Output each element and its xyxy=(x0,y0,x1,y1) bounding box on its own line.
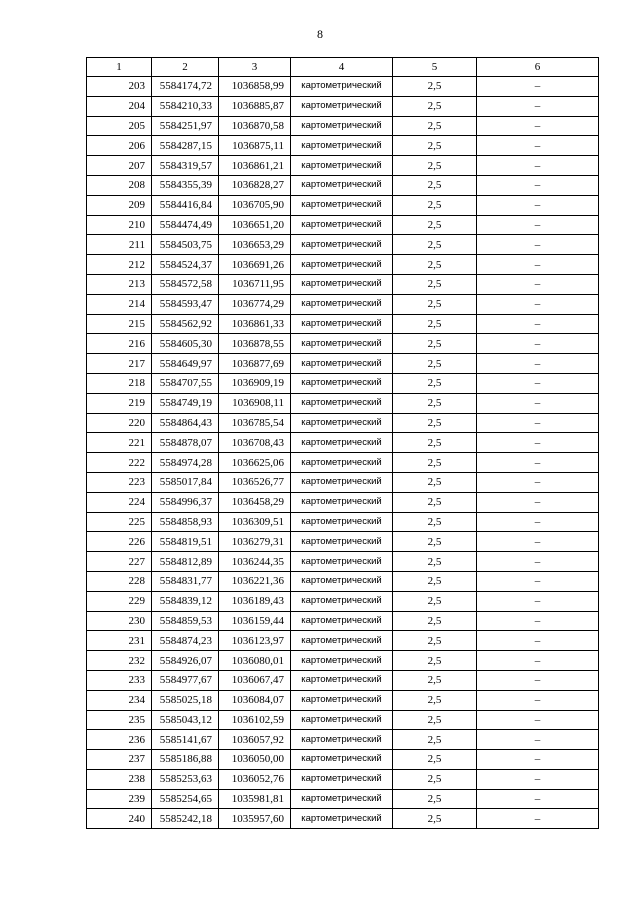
method-cell: картометрический xyxy=(291,571,393,591)
point-number-cell: 226 xyxy=(87,532,152,552)
y-coordinate-cell: 1036651,20 xyxy=(219,215,291,235)
method-cell: картометрический xyxy=(291,215,393,235)
description-cell: – xyxy=(477,255,599,275)
description-cell: – xyxy=(477,809,599,829)
x-coordinate-cell: 5584859,53 xyxy=(152,611,219,631)
description-cell: – xyxy=(477,294,599,314)
x-coordinate-cell: 5584593,47 xyxy=(152,294,219,314)
point-number-cell: 227 xyxy=(87,552,152,572)
description-cell: – xyxy=(477,631,599,651)
description-cell: – xyxy=(477,710,599,730)
x-coordinate-cell: 5584572,58 xyxy=(152,274,219,294)
point-number-cell: 204 xyxy=(87,96,152,116)
accuracy-cell: 2,5 xyxy=(393,611,477,631)
table-row xyxy=(87,690,599,710)
y-coordinate-cell: 1036878,55 xyxy=(219,334,291,354)
description-cell: – xyxy=(477,670,599,690)
point-number-cell: 232 xyxy=(87,651,152,671)
table-row xyxy=(87,96,599,116)
table-row xyxy=(87,413,599,433)
method-cell: картометрический xyxy=(291,472,393,492)
table-row xyxy=(87,571,599,591)
column-header: 2 xyxy=(152,58,219,77)
x-coordinate-cell: 5584878,07 xyxy=(152,433,219,453)
point-number-cell: 222 xyxy=(87,453,152,473)
accuracy-cell: 2,5 xyxy=(393,136,477,156)
method-cell: картометрический xyxy=(291,591,393,611)
x-coordinate-cell: 5584649,97 xyxy=(152,354,219,374)
page-number: 8 xyxy=(317,27,323,41)
description-cell: – xyxy=(477,235,599,255)
table-row xyxy=(87,175,599,195)
y-coordinate-cell: 1036123,97 xyxy=(219,631,291,651)
description-cell: – xyxy=(477,730,599,750)
point-number-cell: 238 xyxy=(87,769,152,789)
point-number-cell: 208 xyxy=(87,175,152,195)
point-number-cell: 214 xyxy=(87,294,152,314)
accuracy-cell: 2,5 xyxy=(393,512,477,532)
accuracy-cell: 2,5 xyxy=(393,116,477,136)
point-number-cell: 205 xyxy=(87,116,152,136)
method-cell: картометрический xyxy=(291,552,393,572)
description-cell: – xyxy=(477,512,599,532)
accuracy-cell: 2,5 xyxy=(393,730,477,750)
y-coordinate-cell: 1036909,19 xyxy=(219,373,291,393)
table-row xyxy=(87,235,599,255)
method-cell: картометрический xyxy=(291,809,393,829)
method-cell: картометрический xyxy=(291,730,393,750)
x-coordinate-cell: 5584874,23 xyxy=(152,631,219,651)
method-cell: картометрический xyxy=(291,294,393,314)
y-coordinate-cell: 1036625,06 xyxy=(219,453,291,473)
y-coordinate-cell: 1036159,44 xyxy=(219,611,291,631)
method-cell: картометрический xyxy=(291,354,393,374)
method-cell: картометрический xyxy=(291,96,393,116)
y-coordinate-cell: 1036705,90 xyxy=(219,195,291,215)
y-coordinate-cell: 1036708,43 xyxy=(219,433,291,453)
method-cell: картометрический xyxy=(291,789,393,809)
table-row xyxy=(87,195,599,215)
table-row xyxy=(87,809,599,829)
point-number-cell: 219 xyxy=(87,393,152,413)
y-coordinate-cell: 1036102,59 xyxy=(219,710,291,730)
x-coordinate-cell: 5584251,97 xyxy=(152,116,219,136)
description-cell: – xyxy=(477,611,599,631)
method-cell: картометрический xyxy=(291,710,393,730)
point-number-cell: 207 xyxy=(87,156,152,176)
method-cell: картометрический xyxy=(291,175,393,195)
x-coordinate-cell: 5584749,19 xyxy=(152,393,219,413)
point-number-cell: 221 xyxy=(87,433,152,453)
table-row xyxy=(87,314,599,334)
description-cell: – xyxy=(477,453,599,473)
point-number-cell: 220 xyxy=(87,413,152,433)
table-row xyxy=(87,393,599,413)
column-header: 1 xyxy=(87,58,152,77)
method-cell: картометрический xyxy=(291,235,393,255)
y-coordinate-cell: 1035981,81 xyxy=(219,789,291,809)
y-coordinate-cell: 1036244,35 xyxy=(219,552,291,572)
y-coordinate-cell: 1036711,95 xyxy=(219,274,291,294)
x-coordinate-cell: 5584174,72 xyxy=(152,77,219,97)
description-cell: – xyxy=(477,136,599,156)
method-cell: картометрический xyxy=(291,116,393,136)
accuracy-cell: 2,5 xyxy=(393,571,477,591)
description-cell: – xyxy=(477,373,599,393)
x-coordinate-cell: 5584977,67 xyxy=(152,670,219,690)
accuracy-cell: 2,5 xyxy=(393,710,477,730)
description-cell: – xyxy=(477,413,599,433)
x-coordinate-cell: 5585186,88 xyxy=(152,750,219,770)
x-coordinate-cell: 5584210,33 xyxy=(152,96,219,116)
accuracy-cell: 2,5 xyxy=(393,274,477,294)
description-cell: – xyxy=(477,274,599,294)
point-number-cell: 210 xyxy=(87,215,152,235)
table-row xyxy=(87,532,599,552)
description-cell: – xyxy=(477,552,599,572)
y-coordinate-cell: 1036861,33 xyxy=(219,314,291,334)
accuracy-cell: 2,5 xyxy=(393,472,477,492)
accuracy-cell: 2,5 xyxy=(393,670,477,690)
description-cell: – xyxy=(477,472,599,492)
x-coordinate-cell: 5584864,43 xyxy=(152,413,219,433)
table-row xyxy=(87,591,599,611)
y-coordinate-cell: 1036526,77 xyxy=(219,472,291,492)
accuracy-cell: 2,5 xyxy=(393,294,477,314)
table-row xyxy=(87,670,599,690)
description-cell: – xyxy=(477,314,599,334)
table-row xyxy=(87,215,599,235)
accuracy-cell: 2,5 xyxy=(393,492,477,512)
accuracy-cell: 2,5 xyxy=(393,255,477,275)
table-row xyxy=(87,274,599,294)
table-row xyxy=(87,730,599,750)
accuracy-cell: 2,5 xyxy=(393,354,477,374)
table-row xyxy=(87,631,599,651)
method-cell: картометрический xyxy=(291,373,393,393)
table-row xyxy=(87,512,599,532)
x-coordinate-cell: 5584831,77 xyxy=(152,571,219,591)
description-cell: – xyxy=(477,789,599,809)
table-row xyxy=(87,472,599,492)
accuracy-cell: 2,5 xyxy=(393,552,477,572)
point-number-cell: 209 xyxy=(87,195,152,215)
accuracy-cell: 2,5 xyxy=(393,195,477,215)
point-number-cell: 215 xyxy=(87,314,152,334)
method-cell: картометрический xyxy=(291,274,393,294)
description-cell: – xyxy=(477,96,599,116)
description-cell: – xyxy=(477,156,599,176)
accuracy-cell: 2,5 xyxy=(393,314,477,334)
table-row xyxy=(87,769,599,789)
description-cell: – xyxy=(477,769,599,789)
table-row xyxy=(87,453,599,473)
table-row xyxy=(87,789,599,809)
accuracy-cell: 2,5 xyxy=(393,413,477,433)
point-number-cell: 212 xyxy=(87,255,152,275)
point-number-cell: 203 xyxy=(87,77,152,97)
point-number-cell: 236 xyxy=(87,730,152,750)
method-cell: картометрический xyxy=(291,690,393,710)
x-coordinate-cell: 5584707,55 xyxy=(152,373,219,393)
point-number-cell: 240 xyxy=(87,809,152,829)
y-coordinate-cell: 1036908,11 xyxy=(219,393,291,413)
x-coordinate-cell: 5584996,37 xyxy=(152,492,219,512)
table-row xyxy=(87,710,599,730)
table-header-row xyxy=(87,58,599,77)
table-row xyxy=(87,294,599,314)
accuracy-cell: 2,5 xyxy=(393,373,477,393)
table-row xyxy=(87,116,599,136)
y-coordinate-cell: 1036084,07 xyxy=(219,690,291,710)
method-cell: картометрический xyxy=(291,433,393,453)
accuracy-cell: 2,5 xyxy=(393,96,477,116)
description-cell: – xyxy=(477,433,599,453)
method-cell: картометрический xyxy=(291,453,393,473)
point-number-cell: 230 xyxy=(87,611,152,631)
y-coordinate-cell: 1035957,60 xyxy=(219,809,291,829)
y-coordinate-cell: 1036080,01 xyxy=(219,651,291,671)
accuracy-cell: 2,5 xyxy=(393,690,477,710)
method-cell: картометрический xyxy=(291,532,393,552)
x-coordinate-cell: 5584926,07 xyxy=(152,651,219,671)
y-coordinate-cell: 1036877,69 xyxy=(219,354,291,374)
table-row xyxy=(87,156,599,176)
point-number-cell: 229 xyxy=(87,591,152,611)
y-coordinate-cell: 1036309,51 xyxy=(219,512,291,532)
method-cell: картометрический xyxy=(291,631,393,651)
point-number-cell: 237 xyxy=(87,750,152,770)
point-number-cell: 235 xyxy=(87,710,152,730)
accuracy-cell: 2,5 xyxy=(393,215,477,235)
y-coordinate-cell: 1036279,31 xyxy=(219,532,291,552)
point-number-cell: 216 xyxy=(87,334,152,354)
description-cell: – xyxy=(477,750,599,770)
column-header: 5 xyxy=(393,58,477,77)
x-coordinate-cell: 5584812,89 xyxy=(152,552,219,572)
table-row xyxy=(87,651,599,671)
accuracy-cell: 2,5 xyxy=(393,789,477,809)
x-coordinate-cell: 5584503,75 xyxy=(152,235,219,255)
y-coordinate-cell: 1036861,21 xyxy=(219,156,291,176)
point-number-cell: 211 xyxy=(87,235,152,255)
table-row xyxy=(87,354,599,374)
table-row xyxy=(87,334,599,354)
point-number-cell: 231 xyxy=(87,631,152,651)
table-row xyxy=(87,750,599,770)
x-coordinate-cell: 5584839,12 xyxy=(152,591,219,611)
description-cell: – xyxy=(477,492,599,512)
y-coordinate-cell: 1036885,87 xyxy=(219,96,291,116)
description-cell: – xyxy=(477,532,599,552)
description-cell: – xyxy=(477,195,599,215)
accuracy-cell: 2,5 xyxy=(393,235,477,255)
x-coordinate-cell: 5584524,37 xyxy=(152,255,219,275)
y-coordinate-cell: 1036221,36 xyxy=(219,571,291,591)
accuracy-cell: 2,5 xyxy=(393,631,477,651)
point-number-cell: 233 xyxy=(87,670,152,690)
y-coordinate-cell: 1036052,76 xyxy=(219,769,291,789)
x-coordinate-cell: 5585043,12 xyxy=(152,710,219,730)
x-coordinate-cell: 5585242,18 xyxy=(152,809,219,829)
point-number-cell: 239 xyxy=(87,789,152,809)
point-number-cell: 223 xyxy=(87,472,152,492)
accuracy-cell: 2,5 xyxy=(393,532,477,552)
point-number-cell: 213 xyxy=(87,274,152,294)
y-coordinate-cell: 1036828,27 xyxy=(219,175,291,195)
accuracy-cell: 2,5 xyxy=(393,809,477,829)
y-coordinate-cell: 1036458,29 xyxy=(219,492,291,512)
x-coordinate-cell: 5584562,92 xyxy=(152,314,219,334)
description-cell: – xyxy=(477,116,599,136)
table-row xyxy=(87,552,599,572)
point-number-cell: 234 xyxy=(87,690,152,710)
y-coordinate-cell: 1036691,26 xyxy=(219,255,291,275)
method-cell: картометрический xyxy=(291,611,393,631)
accuracy-cell: 2,5 xyxy=(393,591,477,611)
x-coordinate-cell: 5584319,57 xyxy=(152,156,219,176)
method-cell: картометрический xyxy=(291,750,393,770)
table-row xyxy=(87,492,599,512)
column-header: 6 xyxy=(477,58,599,77)
point-number-cell: 228 xyxy=(87,571,152,591)
method-cell: картометрический xyxy=(291,314,393,334)
table-row xyxy=(87,373,599,393)
table-row xyxy=(87,611,599,631)
accuracy-cell: 2,5 xyxy=(393,750,477,770)
accuracy-cell: 2,5 xyxy=(393,77,477,97)
table-row xyxy=(87,255,599,275)
description-cell: – xyxy=(477,571,599,591)
description-cell: – xyxy=(477,591,599,611)
table-row xyxy=(87,77,599,97)
x-coordinate-cell: 5584974,28 xyxy=(152,453,219,473)
x-coordinate-cell: 5584474,49 xyxy=(152,215,219,235)
coordinates-table xyxy=(86,57,599,829)
x-coordinate-cell: 5585017,84 xyxy=(152,472,219,492)
y-coordinate-cell: 1036050,00 xyxy=(219,750,291,770)
y-coordinate-cell: 1036057,92 xyxy=(219,730,291,750)
accuracy-cell: 2,5 xyxy=(393,651,477,671)
y-coordinate-cell: 1036067,47 xyxy=(219,670,291,690)
accuracy-cell: 2,5 xyxy=(393,156,477,176)
x-coordinate-cell: 5584819,51 xyxy=(152,532,219,552)
accuracy-cell: 2,5 xyxy=(393,453,477,473)
x-coordinate-cell: 5584287,15 xyxy=(152,136,219,156)
point-number-cell: 224 xyxy=(87,492,152,512)
x-coordinate-cell: 5584416,84 xyxy=(152,195,219,215)
method-cell: картометрический xyxy=(291,255,393,275)
method-cell: картометрический xyxy=(291,651,393,671)
method-cell: картометрический xyxy=(291,77,393,97)
point-number-cell: 206 xyxy=(87,136,152,156)
description-cell: – xyxy=(477,334,599,354)
method-cell: картометрический xyxy=(291,413,393,433)
x-coordinate-cell: 5585025,18 xyxy=(152,690,219,710)
method-cell: картометрический xyxy=(291,670,393,690)
description-cell: – xyxy=(477,651,599,671)
table-row xyxy=(87,136,599,156)
x-coordinate-cell: 5584355,39 xyxy=(152,175,219,195)
accuracy-cell: 2,5 xyxy=(393,334,477,354)
x-coordinate-cell: 5585141,67 xyxy=(152,730,219,750)
method-cell: картометрический xyxy=(291,156,393,176)
x-coordinate-cell: 5584605,30 xyxy=(152,334,219,354)
method-cell: картометрический xyxy=(291,136,393,156)
description-cell: – xyxy=(477,175,599,195)
y-coordinate-cell: 1036189,43 xyxy=(219,591,291,611)
y-coordinate-cell: 1036653,29 xyxy=(219,235,291,255)
column-header: 4 xyxy=(291,58,393,77)
description-cell: – xyxy=(477,354,599,374)
method-cell: картометрический xyxy=(291,769,393,789)
method-cell: картометрический xyxy=(291,334,393,354)
y-coordinate-cell: 1036870,58 xyxy=(219,116,291,136)
method-cell: картометрический xyxy=(291,492,393,512)
description-cell: – xyxy=(477,393,599,413)
method-cell: картометрический xyxy=(291,512,393,532)
description-cell: – xyxy=(477,690,599,710)
y-coordinate-cell: 1036785,54 xyxy=(219,413,291,433)
point-number-cell: 217 xyxy=(87,354,152,374)
accuracy-cell: 2,5 xyxy=(393,433,477,453)
description-cell: – xyxy=(477,77,599,97)
accuracy-cell: 2,5 xyxy=(393,175,477,195)
method-cell: картометрический xyxy=(291,393,393,413)
y-coordinate-cell: 1036858,99 xyxy=(219,77,291,97)
x-coordinate-cell: 5585253,63 xyxy=(152,769,219,789)
y-coordinate-cell: 1036875,11 xyxy=(219,136,291,156)
accuracy-cell: 2,5 xyxy=(393,393,477,413)
accuracy-cell: 2,5 xyxy=(393,769,477,789)
x-coordinate-cell: 5584858,93 xyxy=(152,512,219,532)
column-header: 3 xyxy=(219,58,291,77)
point-number-cell: 218 xyxy=(87,373,152,393)
method-cell: картометрический xyxy=(291,195,393,215)
point-number-cell: 225 xyxy=(87,512,152,532)
y-coordinate-cell: 1036774,29 xyxy=(219,294,291,314)
description-cell: – xyxy=(477,215,599,235)
table-row xyxy=(87,433,599,453)
x-coordinate-cell: 5585254,65 xyxy=(152,789,219,809)
